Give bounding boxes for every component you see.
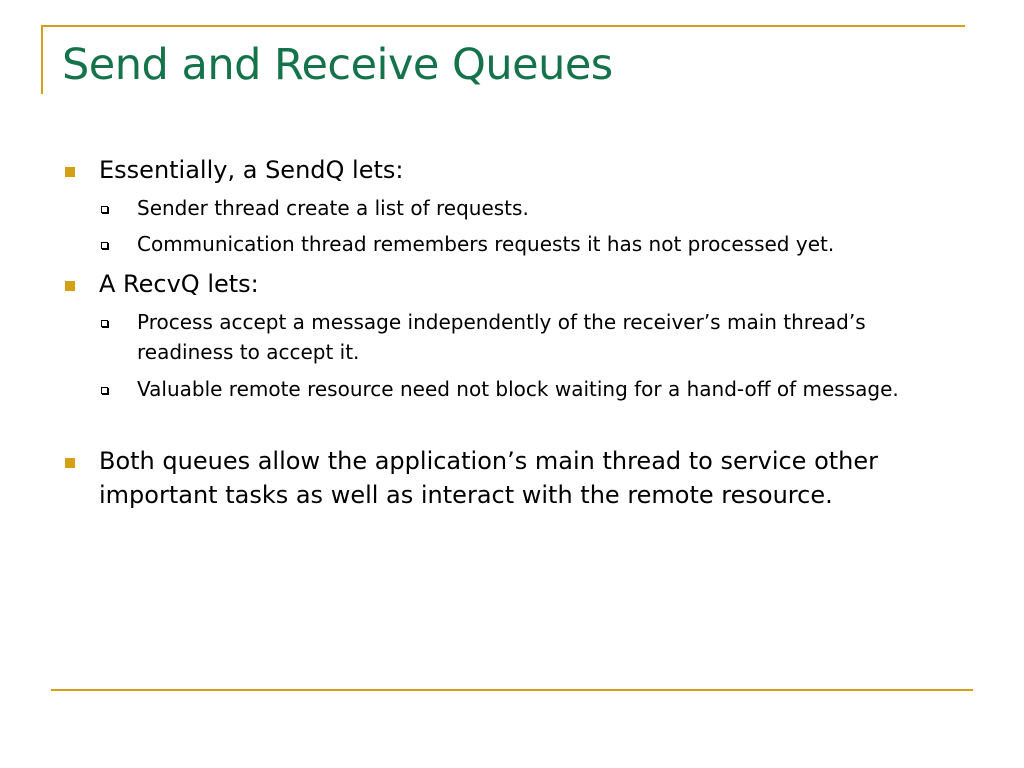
square-bullet-icon xyxy=(65,167,75,177)
box-bullet-icon xyxy=(101,206,108,213)
sub-bullet-item: Communication thread remembers requests it has not processed yet. xyxy=(137,232,835,256)
sub-bullet-item: Sender thread create a list of requests. xyxy=(137,196,529,220)
sub-bullet-item: Valuable remote resource need not block waiting for a hand-off of message. xyxy=(137,377,899,401)
slide-title: Send and Receive Queues xyxy=(62,40,613,90)
sub-bullet-item: Process accept a message independently of the receiver’s main thread’s readiness to accept it. xyxy=(137,310,866,364)
bullet-item: A RecvQ lets: xyxy=(99,270,259,298)
square-bullet-icon xyxy=(65,281,75,291)
footer-accent-line xyxy=(51,689,973,691)
bullet-item: Essentially, a SendQ lets: xyxy=(99,156,404,184)
bullet-item: Both queues allow the application’s main thread to service other important tasks as well as interact with the remote resource. xyxy=(99,447,879,509)
box-bullet-icon xyxy=(101,320,108,327)
title-accent-vertical-line xyxy=(41,25,43,94)
box-bullet-icon xyxy=(101,387,108,394)
box-bullet-icon xyxy=(101,242,108,249)
title-accent-horizontal-line xyxy=(41,25,965,27)
square-bullet-icon xyxy=(65,458,75,468)
